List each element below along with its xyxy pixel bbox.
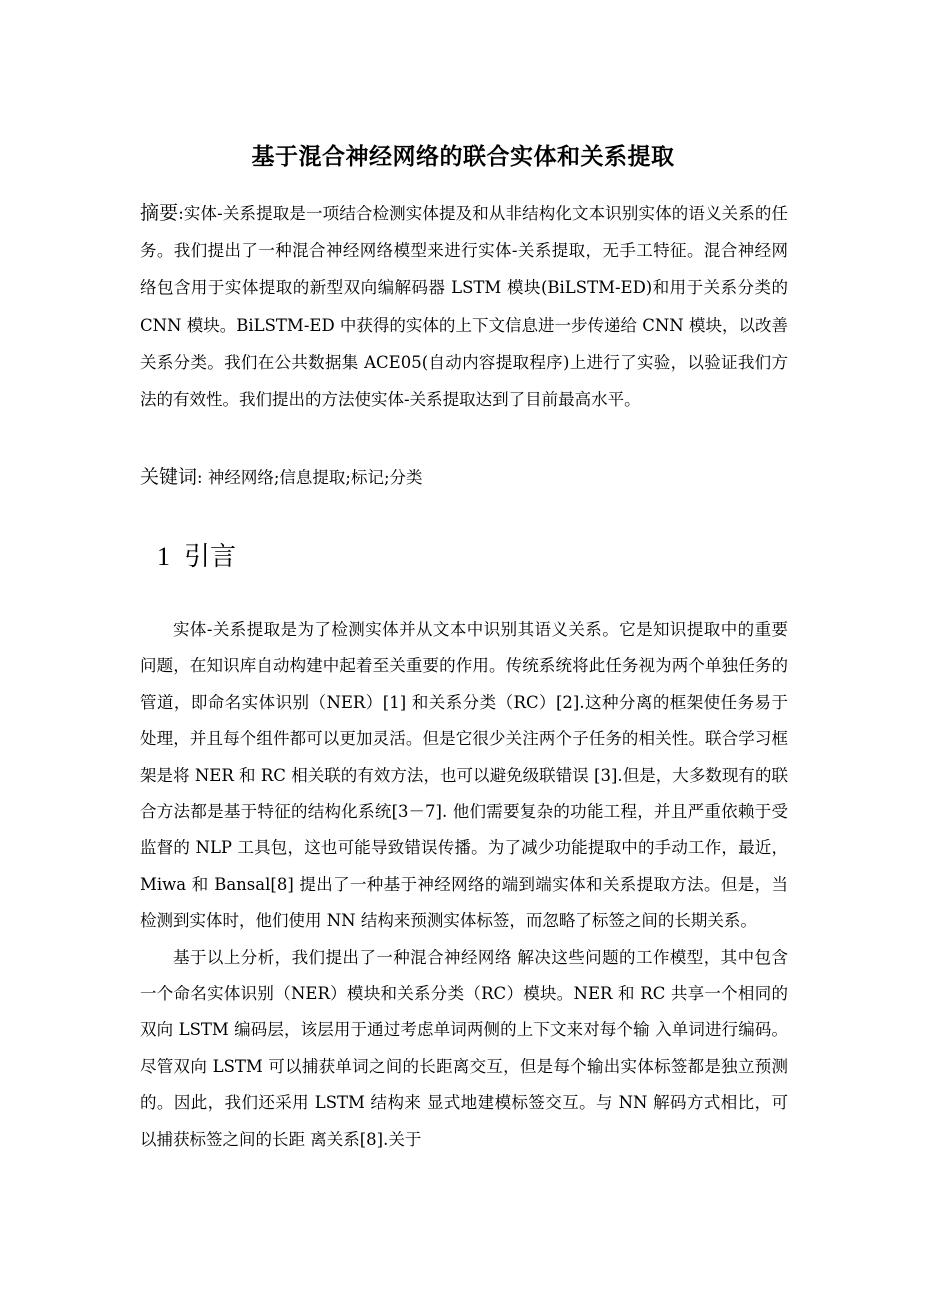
paragraph: 基于以上分析，我们提出了一种混合神经网络 解决这些问题的工作模型，其中包含一个命名实体识别（NER）模块和关系分类（RC）模块。NER 和 RC 共享一个相同的双向 LSTM 编码层，该层用于通过考虑单词两侧的上下文来对每个输 入单词进行编码。尽管双向 LSTM 可以捕获单词之间的长距离交互，但是每个输出实体标签都是独立预测的。因此，我们还采用 LSTM 结构来 显式地建模标签交互。与 NN 解码方式相比，可以捕获标签之间的长距 离关系[8].关于 — [140, 947, 788, 1149]
keywords-text: 神经网络;信息提取;标记;分类 — [202, 468, 423, 487]
abstract-block — [140, 195, 788, 418]
section-number: 1 — [157, 542, 170, 571]
abstract-text: 实体-关系提取是一项结合检测实体提及和从非结构化文本识别实体的语义关系的任务。我们提出了一种混合神经网络模型来进行实体-关系提取，无手工特征。混合神经网络包含用于实体提取的新型双向编解码器 LSTM 模块(BiLSTM-ED)和用于关系分类的 CNN 模块。BiLSTM-ED 中获得的实体的上下文信息进一步传递给 CNN 模块，以改善关系分类。我们在公共数据集 ACE05(自动内容提取程序)上进行了实验，以验证我们方法的有效性。我们提出的方法使实体-关系提取达到了目前最高水平。 — [140, 204, 788, 410]
keywords-separator: : — [197, 468, 203, 487]
section-heading-introduction — [157, 535, 236, 579]
abstract-label: 摘要 — [140, 202, 179, 224]
keywords-block — [140, 460, 788, 495]
paragraph: 实体-关系提取是为了检测实体并从文本中识别其语义关系。它是知识提取中的重要问题，在知识库自动构建中起着至关重要的作用。传统系统将此任务视为两个单独任务的管道，即命名实体识别（NER）[1] 和关系分类（RC）[2].这种分离的框架使任务易于处理，并且每个组件都可以更加灵活。但是它很少关注两个子任务的相关性。联合学习框架是将 NER 和 RC 相关联的有效方法，也可以避免级联错误 [3].但是，大多数现有的联合方法都是基于特征的结构化系统[3－7]. 他们需要复杂的功能工程，并且严重依赖于受监督的 NLP 工具包，这也可能导致错误传播。为了减少功能提取中的手动工作，最近，Miwa 和 Bansal[8] 提出了一种基于神经网络的端到端实体和关系提取方法。但是，当检测到实体时，他们使用 NN 结构来预测实体标签，而忽略了标签之间的长期关系。 — [140, 620, 788, 931]
abstract-separator: : — [178, 204, 184, 223]
section-title: 引言 — [184, 542, 237, 572]
section-body — [140, 612, 788, 1158]
keywords-label: 关键词 — [140, 466, 198, 488]
paper-title: 基于混合神经网络的联合实体和关系提取 — [251, 144, 675, 170]
